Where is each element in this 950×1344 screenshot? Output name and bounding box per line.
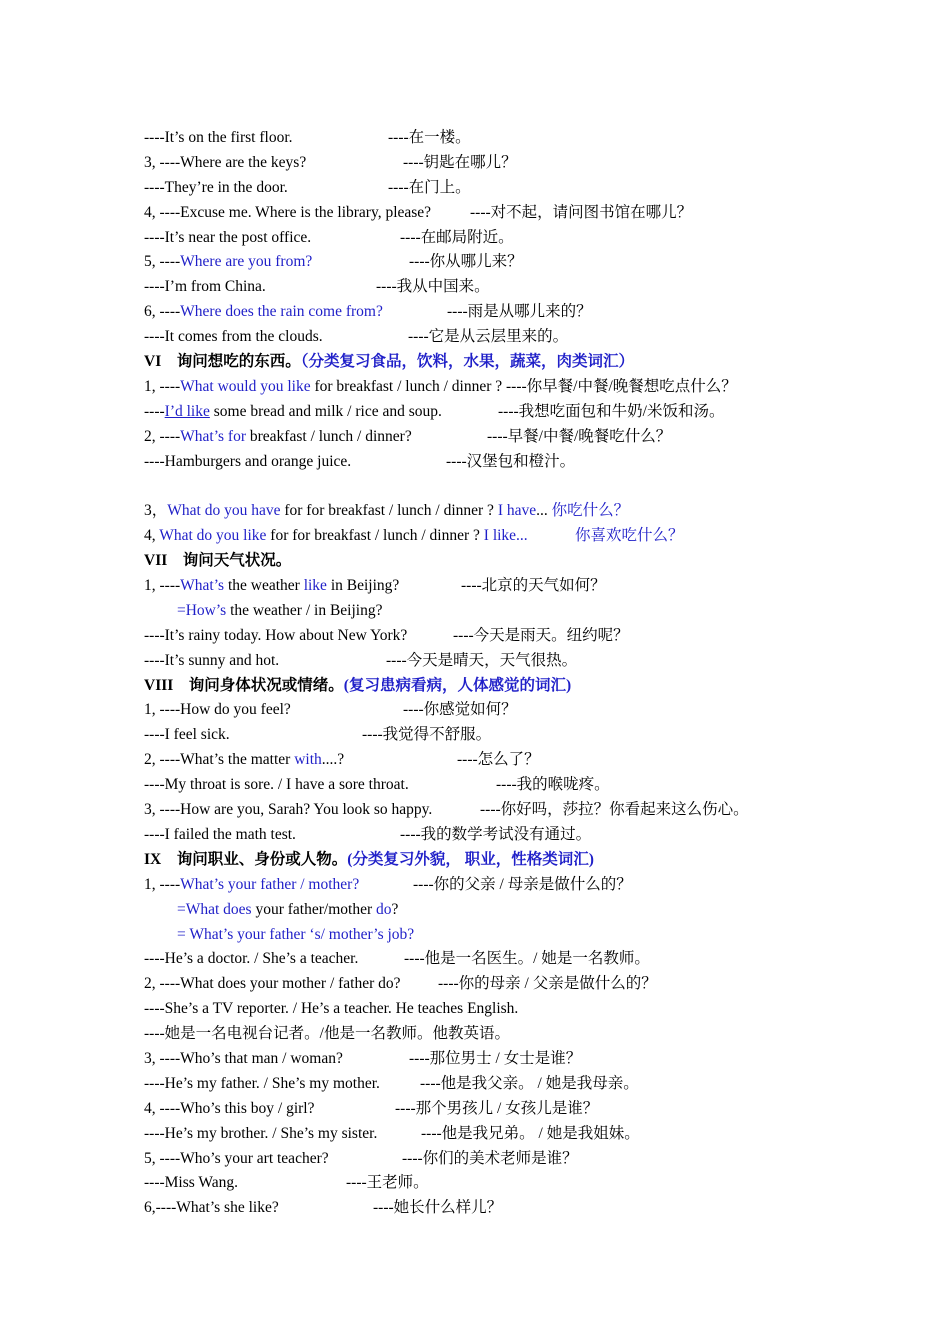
section-heading-ix (144, 848, 844, 873)
text-line (144, 126, 844, 151)
chinese-text: ----在邮局附近。 (400, 228, 514, 246)
english-text: for for breakfast / lunch / dinner ? (266, 527, 484, 545)
highlighted-phrase: like (303, 577, 327, 595)
text-line (144, 923, 844, 948)
text-line (144, 599, 844, 624)
text-line (144, 1022, 844, 1047)
highlighted-phrase: do (375, 900, 392, 918)
chinese-text: ----今天是雨天。纽约呢？ (453, 626, 629, 644)
highlighted-phrase: =How’s (177, 601, 227, 619)
chinese-text: ----我从中国来。 (376, 278, 490, 296)
text-line (144, 524, 844, 549)
english-text: ? (391, 900, 399, 918)
text-line (144, 300, 844, 325)
text-line (144, 499, 844, 524)
text-line (144, 698, 844, 723)
english-text: ....? (321, 751, 345, 769)
text-line (144, 873, 844, 898)
chinese-text: 你喜欢吃什么？ (575, 527, 684, 545)
chinese-text: ----汉堡包和橙汁。 (446, 452, 576, 470)
chinese-text: ----雨是从哪儿来的？ (447, 303, 592, 321)
highlighted-phrase: Where does the rain come from? (180, 303, 383, 321)
text-line (144, 798, 844, 823)
highlighted-phrase: =What does (177, 900, 252, 918)
english-text: 3, ----Who’s that man / woman? (144, 1049, 343, 1067)
english-text: 2, ---- (144, 427, 181, 445)
text-line (144, 823, 844, 848)
english-text: breakfast / lunch / dinner? (246, 427, 412, 445)
chinese-text: ----你感觉如何？ (403, 701, 517, 719)
chinese-text: ----怎么了？ (457, 751, 540, 769)
english-text: 1, ---- (144, 577, 181, 595)
text-line (144, 624, 844, 649)
english-text: ----It’s near the post office. (144, 228, 312, 246)
heading-note: (分类复习外貌， 职业，性格类词汇) (347, 850, 594, 868)
text-line (144, 947, 844, 972)
chinese-text: ----在门上。 (388, 178, 471, 196)
english-text: ----It comes from the clouds. (144, 328, 323, 346)
text-line (144, 1047, 844, 1072)
text-line (144, 972, 844, 997)
english-text: 1, ----How do you feel? (144, 701, 291, 719)
text-line (144, 1196, 844, 1221)
english-text: ----Hamburgers and orange juice. (144, 452, 352, 470)
highlighted-phrase: What’s (180, 577, 225, 595)
document-page (144, 126, 844, 1221)
highlighted-phrase: = What’s your father ‘s/ mother’s job? (177, 925, 415, 943)
heading-note: （分类复习食品，饮料，水果，蔬菜，肉类词汇） (300, 353, 634, 371)
english-text: 6, ---- (144, 303, 181, 321)
highlighted-phrase: I’d like (164, 402, 210, 420)
text-line (144, 723, 844, 748)
english-text: ----They’re in the door. (144, 178, 288, 196)
text-line (144, 773, 844, 798)
english-text: ----He’s my father. / She’s my mother. (144, 1074, 380, 1092)
english-text: 4, ----Who’s this boy / girl? (144, 1099, 315, 1117)
english-text: ----I failed the math test. (144, 825, 296, 843)
section-heading-vi (144, 350, 844, 375)
text-line (144, 997, 844, 1022)
chinese-text: ----你的父亲 / 母亲是做什么的？ (413, 875, 632, 893)
english-text: ... (536, 502, 552, 520)
text-line (144, 275, 844, 300)
heading-text: IX 询问职业、身份或人物。 (144, 850, 348, 868)
english-text: ----I feel sick. (144, 726, 230, 744)
english-text: ----He’s my brother. / She’s my sister. (144, 1124, 378, 1142)
text-line (144, 649, 844, 674)
english-text: ----He’s a doctor. / She’s a teacher. (144, 950, 359, 968)
english-text: ----It’s rainy today. How about New York? (144, 626, 408, 644)
english-text: for for breakfast / lunch / dinner ? (280, 502, 498, 520)
chinese-text: ----你们的美术老师是谁？ (402, 1149, 578, 1167)
highlighted-phrase: I have (497, 502, 537, 520)
english-text: 2, ----What’s the matter (144, 751, 295, 769)
highlighted-phrase: What do you have (167, 502, 281, 520)
english-text: 3， (144, 502, 168, 520)
text-line (144, 151, 844, 176)
text-line (144, 375, 844, 400)
english-text: 4, ----Excuse me. Where is the library, please? (144, 203, 432, 221)
text-line (144, 1072, 844, 1097)
chinese-text: ----你好吗，莎拉？你看起来这么伤心。 (480, 801, 749, 819)
text-line (144, 748, 844, 773)
english-text: ----Miss Wang. (144, 1174, 239, 1192)
blank-line (144, 474, 844, 499)
heading-text: VII 询问天气状况。 (144, 552, 292, 570)
english-text: the weather (224, 577, 304, 595)
chinese-text: ----我的数学考试没有通过。 (400, 825, 592, 843)
english-text: 2, ----What does your mother / father do? (144, 975, 401, 993)
english-text: some bread and milk / rice and soup. (209, 402, 442, 420)
english-text: 1, ---- (144, 377, 181, 395)
text-line (144, 201, 844, 226)
text-line (144, 898, 844, 923)
highlighted-phrase: with (294, 751, 322, 769)
text-line (144, 325, 844, 350)
chinese-text: ----今天是晴天，天气很热。 (386, 651, 578, 669)
chinese-text: ----你的母亲 / 父亲是做什么的？ (438, 975, 657, 993)
section-heading-vii (144, 549, 844, 574)
text-line (144, 1097, 844, 1122)
english-text: 3, ----Where are the keys? (144, 153, 307, 171)
chinese-text: ----他是我兄弟。 / 她是我姐妹。 (421, 1124, 640, 1142)
chinese-text: ----早餐/中餐/晚餐吃什么？ (487, 427, 672, 445)
text-line (144, 1171, 844, 1196)
english-text: ----My throat is sore. / I have a sore throat. (144, 776, 409, 794)
english-text: your father/mother (251, 900, 376, 918)
english-text: 3, ----How are you, Sarah? You look so happy. (144, 801, 433, 819)
english-text: ----It’s on the first floor. (144, 129, 293, 146)
chinese-text: ----他是一名医生。/ 她是一名教师。 (404, 950, 650, 968)
chinese-text: ----那个男孩儿 / 女孩儿是谁？ (395, 1099, 599, 1117)
heading-note: (复习患病看病，人体感觉的词汇) (343, 676, 572, 694)
text-line (144, 450, 844, 475)
chinese-text: ----我觉得不舒服。 (362, 726, 492, 744)
text-line (144, 176, 844, 201)
heading-text: VIII 询问身体状况或情绪。 (144, 676, 344, 694)
english-text: 4, (144, 527, 160, 545)
english-text: 6,----What’s she like? (144, 1199, 279, 1217)
chinese-text: ----它是从云层里来的。 (408, 328, 569, 346)
chinese-text: ----他是我父亲。 / 她是我母亲。 (420, 1074, 639, 1092)
english-text: ----她是一名电视台记者。/他是一名教师。他教英语。 (144, 1025, 510, 1043)
highlighted-phrase: Where are you from? (180, 253, 313, 271)
english-text: the weather / in Beijing? (226, 601, 383, 619)
english-text: ----She’s a TV reporter. / He’s a teacher. He teaches English. (144, 1000, 519, 1018)
chinese-text: ----北京的天气如何？ (461, 577, 606, 595)
chinese-text: ----你从哪儿来？ (409, 253, 523, 271)
chinese-text: ----在一楼。 (388, 129, 471, 146)
text-line (144, 1122, 844, 1147)
english-text: in Beijing? (326, 577, 400, 595)
text-line (144, 400, 844, 425)
text-line (144, 425, 844, 450)
highlighted-phrase: What do you like (159, 527, 267, 545)
english-text: 1, ---- (144, 875, 181, 893)
chinese-text: ----那位男士 / 女士是谁？ (409, 1049, 582, 1067)
english-text: ----It’s sunny and hot. (144, 651, 280, 669)
english-text: 5, ---- (144, 253, 181, 271)
highlighted-phrase: What’s your father / mother? (180, 875, 360, 893)
english-text: 5, ----Who’s your art teacher? (144, 1149, 329, 1167)
english-text: ---- (144, 402, 165, 420)
highlighted-phrase: What’s for (180, 427, 247, 445)
chinese-text: 你吃什么？ (551, 502, 630, 520)
text-line (144, 574, 844, 599)
text-line (144, 1147, 844, 1172)
highlighted-phrase: What would you like (180, 377, 311, 395)
heading-text: VI 询问想吃的东西。 (144, 353, 301, 371)
chinese-text: ----我想吃面包和牛奶/米饭和汤。 (498, 402, 725, 420)
english-text: for breakfast / lunch / dinner ? (310, 377, 506, 395)
chinese-text: ----我的喉咙疼。 (496, 776, 610, 794)
highlighted-phrase: I like... (483, 527, 528, 545)
chinese-text: ----钥匙在哪儿？ (403, 153, 517, 171)
english-text: ----I’m from China. (144, 278, 266, 296)
text-line (144, 226, 844, 251)
text-line (144, 250, 844, 275)
chinese-text: ----她长什么样儿？ (373, 1199, 503, 1217)
section-heading-viii (144, 674, 844, 699)
chinese-text: ----王老师。 (346, 1174, 429, 1192)
chinese-text: ----你早餐/中餐/晚餐想吃点什么？ (506, 377, 737, 395)
chinese-text: ----对不起，请问图书馆在哪儿？ (470, 203, 693, 221)
